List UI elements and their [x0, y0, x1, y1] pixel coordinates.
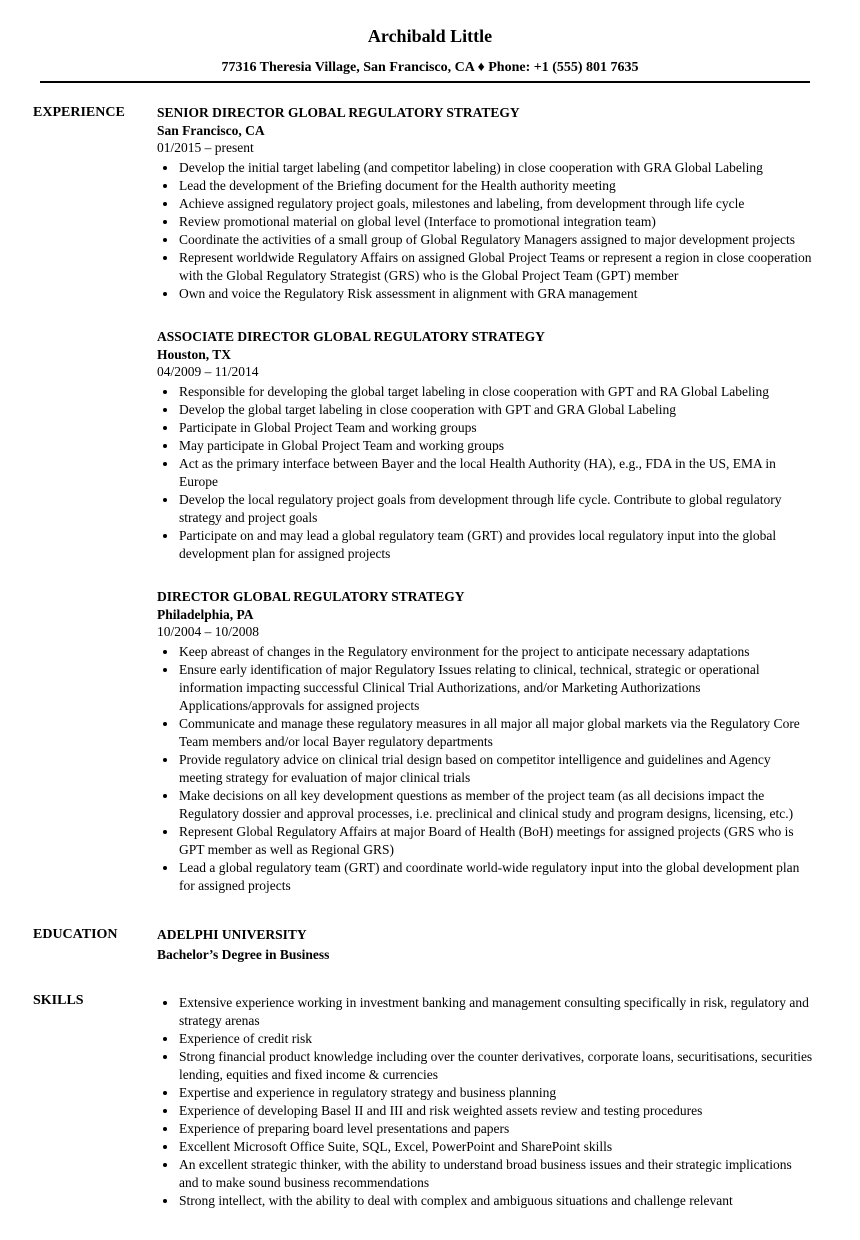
bullet-item: • Communicate and manage these regulatory measures in all major all major global markets via the Regulatory Core Team members and/or local Bayer regulatory departments: [178, 715, 814, 751]
job-entry: [157, 327, 814, 563]
bullet-item: • Keep abreast of changes in the Regulatory environment for the project to anticipate necessary adaptations: [178, 643, 814, 661]
bullet-item: • Review promotional material on global level (Interface to promotional integration team): [178, 213, 814, 231]
bullet-item: • Lead the development of the Briefing document for the Health authority meeting: [178, 177, 814, 195]
job-location: Houston, TX: [157, 347, 232, 362]
bullet-item: • Represent worldwide Regulatory Affairs on assigned Global Project Teams or represent a region in close cooperation with the Global Regulatory Strategist (GRS) who is the Global Project Team (GPT) member: [178, 249, 814, 285]
section-experience: [0, 103, 860, 895]
job-title: SENIOR DIRECTOR GLOBAL REGULATORY STRATEGY: [157, 105, 520, 120]
job-dates: 04/2009 – 11/2014: [157, 364, 259, 379]
job-dates: 01/2015 – present: [157, 140, 254, 155]
bullet-item: • Provide regulatory advice on clinical trial design based on competitor intelligence and guidelines and Agency meeting strategy for evaluation of major clinical trials: [178, 751, 814, 787]
degree-name: Bachelor’s Degree in Business: [157, 947, 330, 962]
bullet-item: • Responsible for developing the global target labeling in close cooperation with GPT and RA Global Labeling: [178, 383, 814, 401]
bullet-item: • Strong financial product knowledge including over the counter derivatives, corporate loans, securitisations, securities lending, equities and fixed income & currencies: [178, 1048, 814, 1084]
section-skills: [0, 991, 860, 1210]
bullet-item: • Develop the local regulatory project goals from development through life cycle. Contribute to global regulatory strategy and project goals: [178, 491, 814, 527]
bullet-item: • Strong intellect, with the ability to deal with complex and ambiguous situations and challenge relevant: [178, 1192, 814, 1210]
skills-content: [157, 991, 814, 1210]
bullet-item: • Develop the global target labeling in close cooperation with GPT and GRA Global Labeling: [178, 401, 814, 419]
bullet-item: • Own and voice the Regulatory Risk assessment in alignment with GRA management: [178, 285, 814, 303]
bullet-item: • Excellent Microsoft Office Suite, SQL, Excel, PowerPoint and SharePoint skills: [178, 1138, 814, 1156]
education-content: [157, 925, 814, 965]
bullet-item: • Lead a global regulatory team (GRT) and coordinate world-wide regulatory input into the global development plan for assigned projects: [178, 859, 814, 895]
bullet-item: • Experience of credit risk: [178, 1030, 814, 1048]
job-location: Philadelphia, PA: [157, 607, 254, 622]
job-title: ASSOCIATE DIRECTOR GLOBAL REGULATORY STRATEGY: [157, 329, 545, 344]
bullet-item: • Represent Global Regulatory Affairs at major Board of Health (BoH) meetings for assigned projects (GRS who is GPT member as well as Regional GRS): [178, 823, 814, 859]
job-entry: [157, 587, 814, 895]
bullet-item: • An excellent strategic thinker, with the ability to understand broad business issues and their strategic implications and to make sound business recommendations: [178, 1156, 814, 1192]
bullet-item: • Make decisions on all key development questions as member of the project team (as all decisions impact the Regulatory dossier and approval processes, i.e. preclinical and clinical study and program designs, licensing, etc.): [178, 787, 814, 823]
job-bullet-list: [157, 383, 814, 563]
job-entry: [157, 103, 814, 303]
bullet-item: • May participate in Global Project Team and working groups: [178, 437, 814, 455]
education-label: EDUCATION: [33, 927, 118, 942]
bullet-item: • Develop the initial target labeling (and competitor labeling) in close cooperation with GRA Global Labeling: [178, 159, 814, 177]
contact-line: 77316 Theresia Village, San Francisco, CA ♦ Phone: +1 (555) 801 7635: [221, 60, 639, 75]
skills-label: SKILLS: [33, 993, 84, 1008]
bullet-item: • Participate in Global Project Team and working groups: [178, 419, 814, 437]
bullet-item: • Coordinate the activities of a small group of Global Regulatory Managers assigned to major development projects: [178, 231, 814, 249]
bullet-item: • Experience of developing Basel II and III and risk weighted assets review and testing procedures: [178, 1102, 814, 1120]
job-location: San Francisco, CA: [157, 123, 265, 138]
bullet-item: • Extensive experience working in investment banking and management consulting specifically in risk, regulatory and strategy arenas: [178, 994, 814, 1030]
bullet-item: • Ensure early identification of major Regulatory Issues relating to clinical, technical, strategic or operational information impacting successful Clinical Trial Authorizations, and/or Marketing Authorizations Applications/approvals for assigned projects: [178, 661, 814, 715]
section-education: [0, 925, 860, 965]
header-name: Archibald Little: [367, 26, 493, 46]
school-name: ADELPHI UNIVERSITY: [157, 927, 307, 942]
job-dates: 10/2004 – 10/2008: [157, 624, 260, 639]
bullet-item: • Experience of preparing board level presentations and papers: [178, 1120, 814, 1138]
bullet-item: • Act as the primary interface between Bayer and the local Health Authority (HA), e.g., FDA in the US, EMA in Europe: [178, 455, 814, 491]
job-bullet-list: [157, 643, 814, 895]
header-divider: [40, 81, 810, 83]
job-title: DIRECTOR GLOBAL REGULATORY STRATEGY: [157, 589, 465, 604]
job-bullet-list: [157, 159, 814, 303]
bullet-item: • Expertise and experience in regulatory strategy and business planning: [178, 1084, 814, 1102]
bullet-item: • Achieve assigned regulatory project goals, milestones and labeling, from development through life cycle: [178, 195, 814, 213]
experience-label: EXPERIENCE: [33, 105, 125, 120]
skills-list: [157, 994, 814, 1210]
experience-content: [157, 103, 814, 895]
bullet-item: • Participate on and may lead a global regulatory team (GRT) and provides local regulatory input into the global development plan for assigned projects: [178, 527, 814, 563]
